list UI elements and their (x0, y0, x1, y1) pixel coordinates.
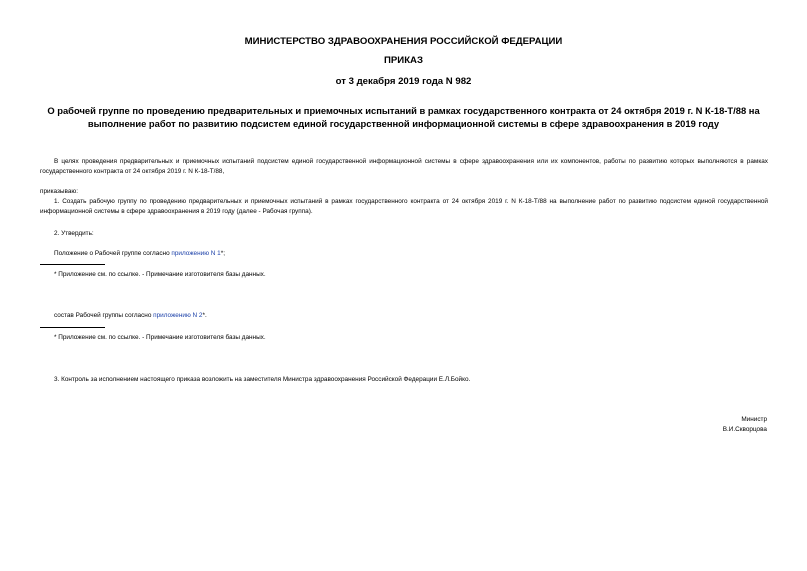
footnote-2-rule (40, 327, 105, 328)
approve-1-prefix: Положение о Рабочей группе согласно (54, 250, 172, 257)
approve-2-suffix: *. (202, 312, 207, 319)
document-type: ПРИКАЗ (384, 55, 423, 66)
appendix-2-link[interactable]: приложению N 2 (153, 312, 203, 319)
item-3-paragraph: 3. Контроль за исполнением настоящего приказа возложить на заместителя Министра здравоохранения Российской Федерации Е.Л.Бойко. (54, 376, 471, 383)
footnote-1-rule (40, 264, 105, 265)
footnote-2: * Приложение см. по ссылке. - Примечание изготовителя базы данных. (54, 334, 266, 341)
document-date: от 3 декабря 2019 года N 982 (335, 76, 472, 87)
item-1-paragraph: 1. Создать рабочую группу по проведению предварительных и приемочных испытаний в рамках государственного контракта от 24 октября 2019 г. N К-18-Т/88 на выполнение работ по развитию подсистем единой государственной информационной системы в сфере здравоохранения в 2019 году (далее - Рабочая группа). (40, 198, 768, 215)
approve-2-paragraph (40, 311, 768, 321)
preamble-paragraph: В целях проведения предварительных и приемочных испытаний подсистем единой государственной информационной системы в сфере здравоохранения или их компонентов, работы по развитию которых выполняются в рамках государственного контракта от 24 октября 2019 г. N К-18-Т/88, (40, 158, 768, 175)
subject-line-2: выполнение работ по развитию подсистем единой государственной информационной системы в сфере здравоохранения в 2019 году (87, 118, 720, 129)
approve-1-paragraph (40, 249, 768, 259)
signature-title: Министр (741, 416, 767, 423)
approve-2-prefix: состав Рабочей группы согласно (54, 312, 154, 319)
ministry-heading: МИНИСТЕРСТВО ЗДРАВООХРАНЕНИЯ РОССИЙСКОЙ ФЕДЕРАЦИИ (244, 36, 563, 47)
appendix-1-link[interactable]: приложению N 1 (171, 250, 221, 257)
subject-line-1: О рабочей группе по проведению предварительных и приемочных испытаний в рамках государственного контракта от 24 октября 2019 г. N К-18-Т/88 на (47, 105, 760, 116)
signature-name: В.И.Скворцова (722, 425, 767, 433)
signature-block (567, 415, 767, 434)
item-2-paragraph: 2. Утвердить: (54, 230, 94, 237)
document-subject (40, 104, 767, 130)
approve-1-suffix: *; (220, 250, 225, 257)
footnote-1: * Приложение см. по ссылке. - Примечание изготовителя базы данных. (54, 271, 266, 278)
order-word: приказываю: (40, 188, 78, 195)
